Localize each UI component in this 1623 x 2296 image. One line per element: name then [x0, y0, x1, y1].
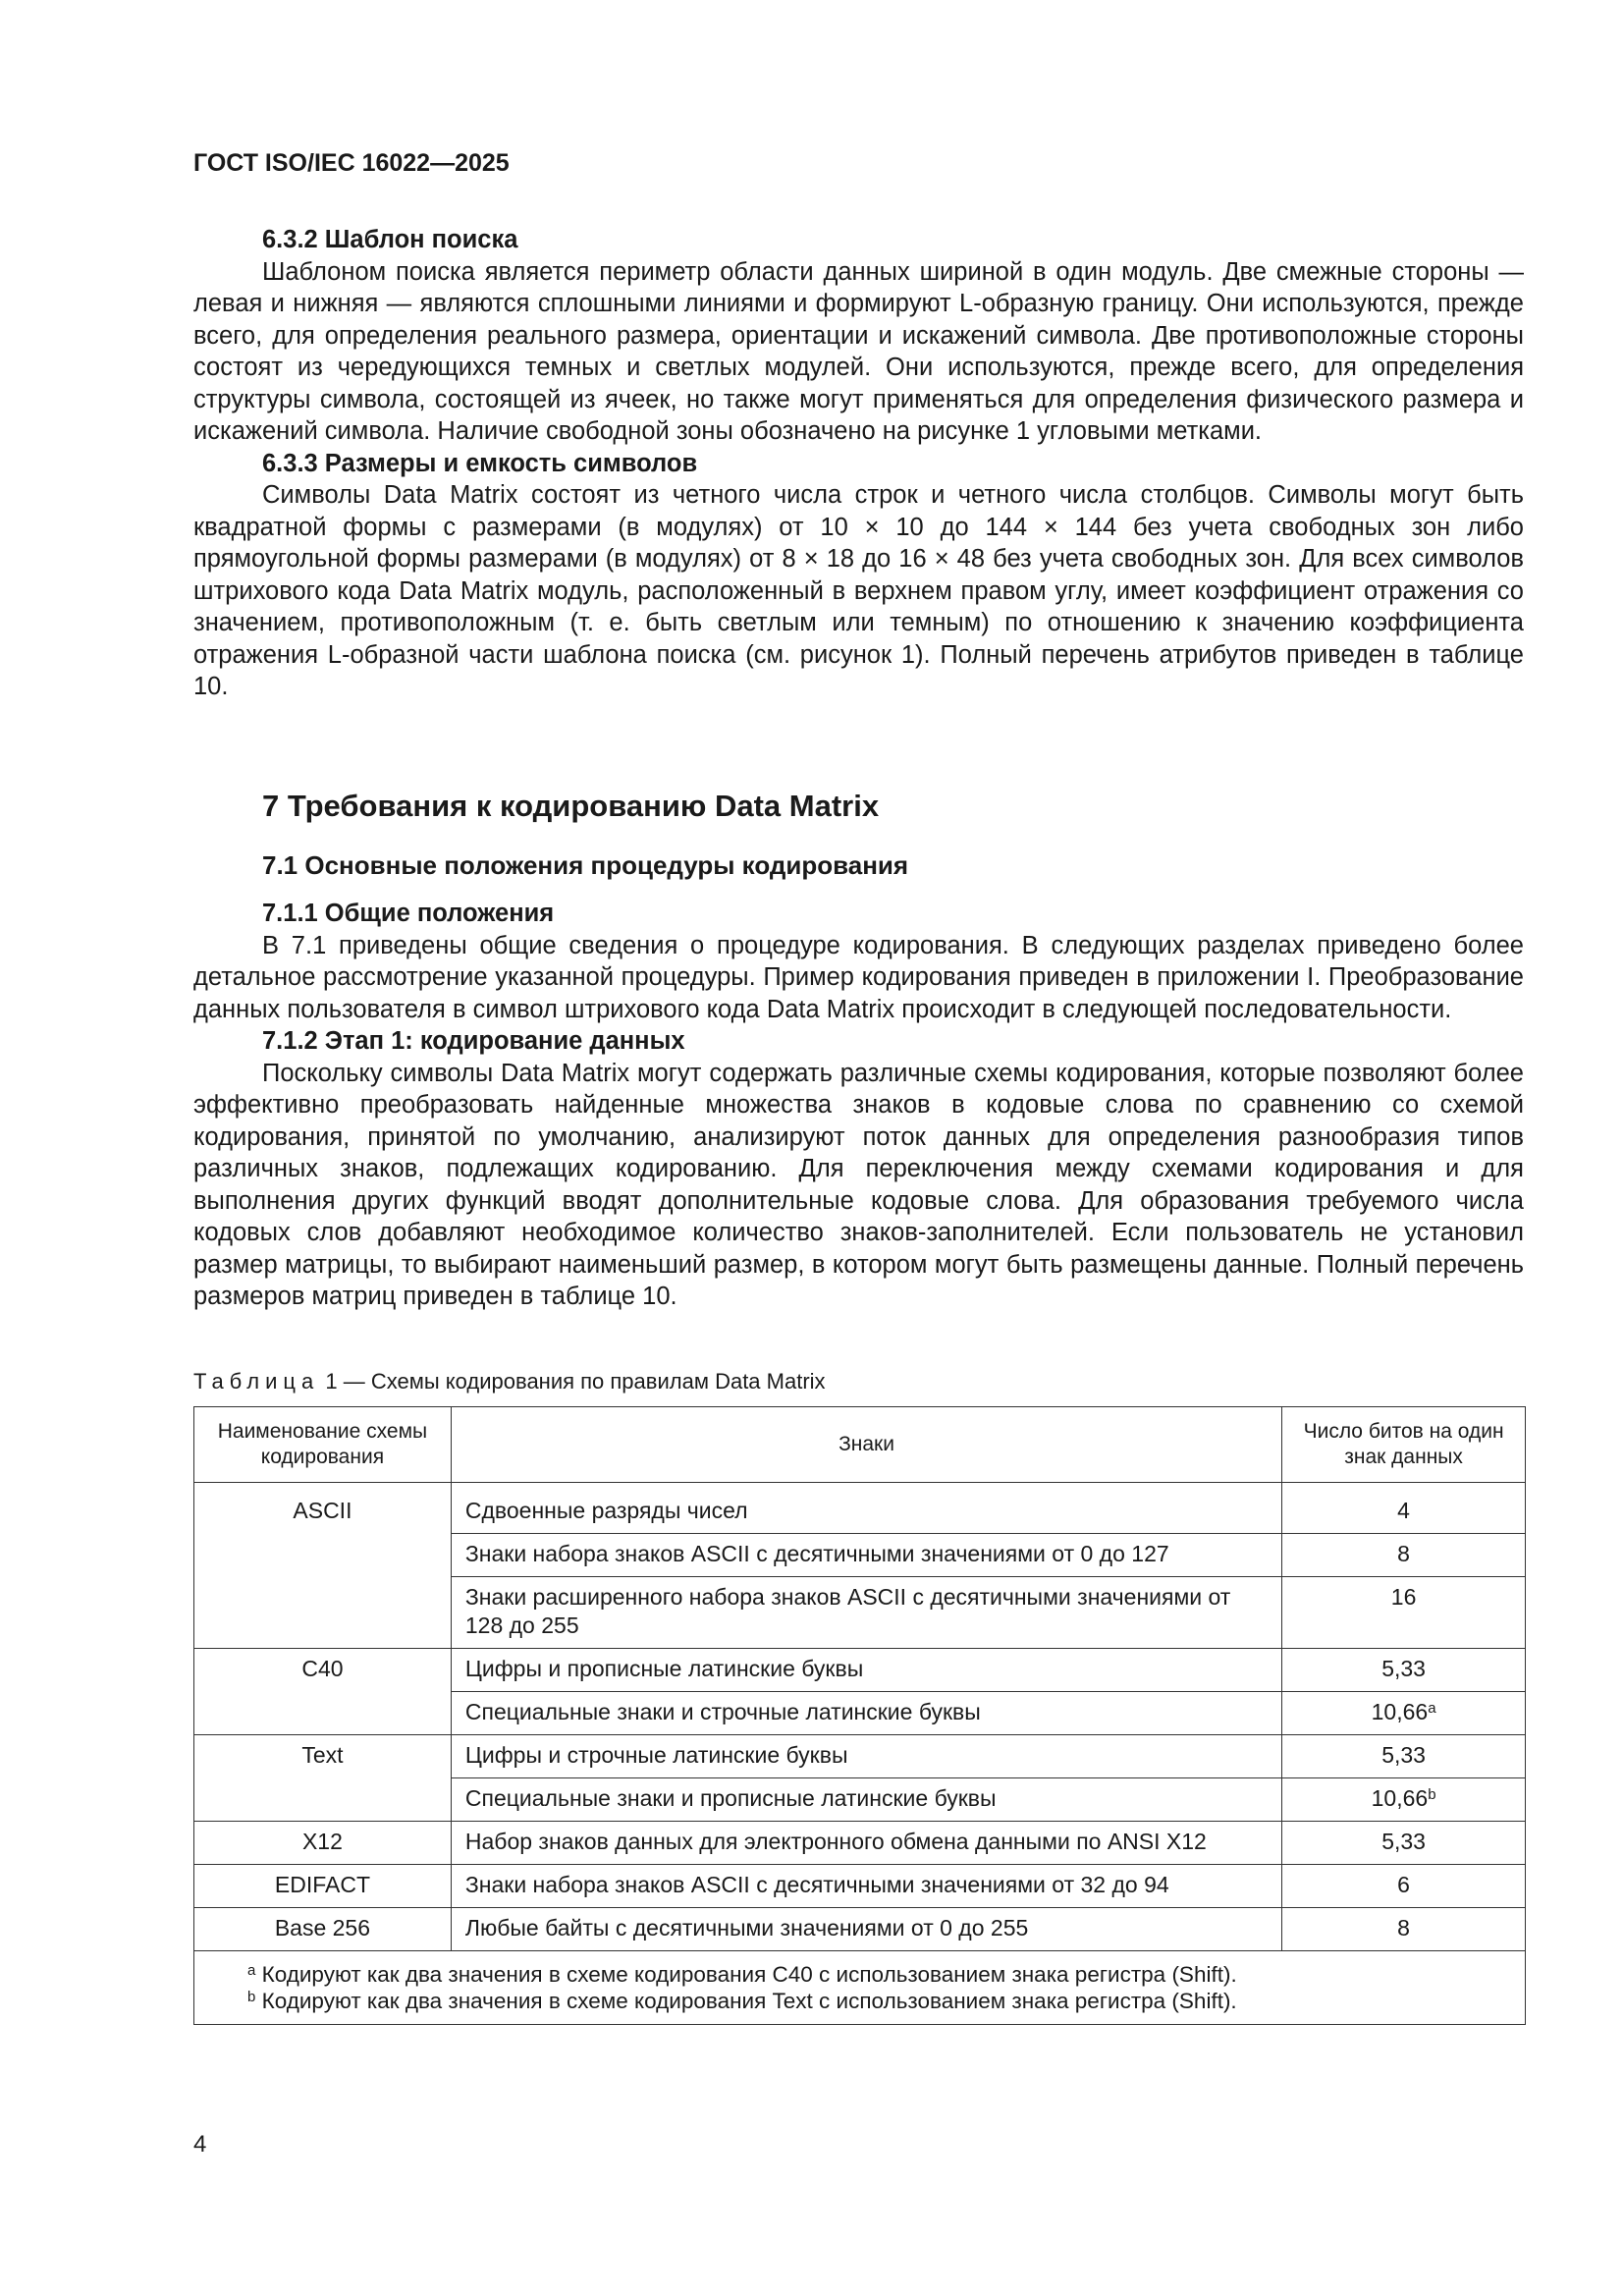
chars-cell: Цифры и прописные латинские буквы	[451, 1649, 1281, 1692]
bits-cell: 5,33	[1282, 1735, 1526, 1778]
scheme-cell: ASCII	[194, 1483, 452, 1649]
table-notes-row	[194, 1951, 1526, 2025]
chars-cell: Знаки набора знаков ASCII с десятичными значениями от 0 до 127	[451, 1534, 1281, 1577]
section-6-3-2-title: 6.3.2 Шаблон поиска	[262, 226, 518, 253]
header-bits: Число битов на один знак данных	[1282, 1407, 1526, 1483]
scheme-cell: Text	[194, 1735, 452, 1822]
footnote-mark: b	[1428, 1786, 1436, 1803]
table-row	[194, 1822, 1526, 1865]
chars-cell: Знаки набора знаков ASCII с десятичными значениями от 32 до 94	[451, 1865, 1281, 1908]
section-7-1-1	[193, 898, 1524, 1313]
scheme-cell: EDIFACT	[194, 1865, 452, 1908]
encoding-schemes-table	[193, 1406, 1526, 2025]
chars-cell: Специальные знаки и строчные латинские буквы	[451, 1692, 1281, 1735]
bits-cell	[1282, 1692, 1526, 1735]
bits-cell: 8	[1282, 1534, 1526, 1577]
section-7-1-1-title: 7.1.1 Общие положения	[262, 900, 555, 927]
section-6-3-3-title: 6.3.3 Размеры и емкость символов	[262, 449, 698, 477]
scheme-cell: C40	[194, 1649, 452, 1735]
note-mark: b	[247, 1989, 256, 2005]
table-caption-text: 1 — Схемы кодирования по правилам Data Matrix	[325, 1369, 826, 1394]
table-note	[247, 1961, 1511, 1988]
bits-cell: 16	[1282, 1577, 1526, 1649]
table-row	[194, 1649, 1526, 1692]
scheme-cell: Base 256	[194, 1908, 452, 1951]
note-text: Кодируют как два значения в схеме кодирования Text с использованием знака регистра (Shift).	[261, 1989, 1237, 2013]
bits-cell: 8	[1282, 1908, 1526, 1951]
header-scheme: Наименование схемы кодирования	[194, 1407, 452, 1483]
note-text: Кодируют как два значения в схеме кодирования C40 с использованием знака регистра (Shift).	[261, 1962, 1237, 1987]
section-6-3-3-text: Символы Data Matrix состоят из четного числа строк и четного числа столбцов. Символы могут быть квадратной формы с размерами (в модулях) от 10 × 10 до 144 × 144 без учета свободных зон либо прямоугольной формы размерами (в модулях) от 8 × 18 до 16 × 48 без учета свободных зон. Для всех символов штрихового кода Data Matrix модуль, расположенный в верхнем правом углу, имеет коэффициент отражения со значением, противоположным (т. е. быть светлым или темным) по отношению к значению коэффициента отражения L-образной части шаблона поиска (см. рисунок 1). Полный перечень атрибутов приведен в таблице 10.	[193, 481, 1524, 700]
table-row	[194, 1908, 1526, 1951]
table-header-row	[194, 1407, 1526, 1483]
section-6-3-2-text: Шаблоном поиска является периметр области данных шириной в один модуль. Две смежные стороны — левая и нижняя — являются сплошными линиями и формируют L-образную границу. Они используются, прежде всего, для определения реального размера, ориентации и искажений символа. Две противоположные стороны состоят из чередующихся темных и светлых модулей. Они используются, прежде всего, для определения структуры символа, состоящей из ячеек, но также могут применяться для определения физического размера и искажений символа. Наличие свободной зоны обозначено на рисунке 1 угловыми метками.	[193, 257, 1524, 445]
chars-cell: Сдвоенные разряды чисел	[451, 1483, 1281, 1534]
table-caption	[193, 1369, 826, 1394]
table-row	[194, 1735, 1526, 1778]
bits-cell: 4	[1282, 1483, 1526, 1534]
bits-cell: 5,33	[1282, 1649, 1526, 1692]
chars-cell: Знаки расширенного набора знаков ASCII с десятичными значениями от 128 до 255	[451, 1577, 1281, 1649]
chars-cell: Любые байты с десятичными значениями от 0 до 255	[451, 1908, 1281, 1951]
section-6-3-2	[193, 224, 1524, 703]
page-number: 4	[193, 2131, 207, 2158]
table-note	[247, 1988, 1511, 2014]
section-7-title: 7 Требования к кодированию Data Matrix	[262, 789, 880, 823]
note-mark: a	[247, 1962, 256, 1979]
table-notes	[194, 1951, 1526, 2025]
section-7-1-2-text: Поскольку символы Data Matrix могут содержать различные схемы кодирования, которые позволяют более эффективно преобразовать найденные множества знаков в кодовые слова по сравнению со схемой кодирования, принятой по умолчанию, анализируют поток данных для определения разнообразия типов различных знаков, подлежащих кодированию. Для переключения между схемами кодирования и для выполнения других функций вводят дополнительные кодовые слова. Для образования требуемого числа кодовых слов добавляют необходимое количество знаков-заполнителей. Если пользователь не установил размер матрицы, то выбирают наименьший размер, в котором могут быть размещены данные. Полный перечень размеров матриц приведен в таблице 10.	[193, 1059, 1524, 1310]
footnote-mark: a	[1428, 1700, 1436, 1717]
header-chars: Знаки	[451, 1407, 1281, 1483]
section-7-1-1-text: В 7.1 приведены общие сведения о процедуре кодирования. В следующих разделах приведено более детальное рассмотрение указанной процедуры. Пример кодирования приведен в приложении I. Преобразование данных пользователя в символ штрихового кода Data Matrix происходит в следующей последовательности.	[193, 931, 1524, 1023]
chars-cell: Цифры и строчные латинские буквы	[451, 1735, 1281, 1778]
section-7-1-title: 7.1 Основные положения процедуры кодирования	[262, 850, 909, 880]
section-7-1-2-title: 7.1.2 Этап 1: кодирование данных	[262, 1027, 685, 1055]
bits-value: 10,66	[1371, 1699, 1429, 1724]
bits-value: 10,66	[1371, 1785, 1429, 1811]
bits-cell: 6	[1282, 1865, 1526, 1908]
scheme-cell: X12	[194, 1822, 452, 1865]
document-header: ГОСТ ISO/IEC 16022—2025	[193, 149, 510, 177]
table-row	[194, 1483, 1526, 1534]
table-caption-word: Таблица	[193, 1369, 320, 1394]
chars-cell: Набор знаков данных для электронного обмена данными по ANSI X12	[451, 1822, 1281, 1865]
bits-cell	[1282, 1778, 1526, 1822]
bits-cell: 5,33	[1282, 1822, 1526, 1865]
table-row	[194, 1865, 1526, 1908]
chars-cell: Специальные знаки и прописные латинские буквы	[451, 1778, 1281, 1822]
